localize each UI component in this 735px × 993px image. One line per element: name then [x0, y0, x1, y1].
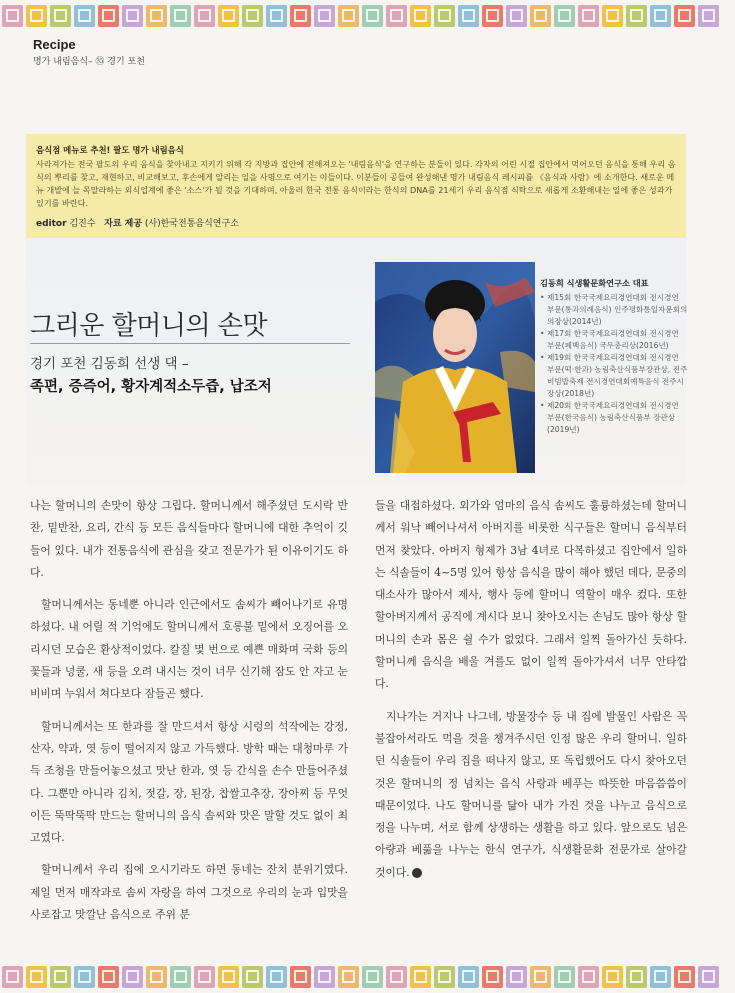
border-tile	[386, 966, 407, 988]
border-tile	[218, 966, 239, 988]
border-tile	[386, 5, 407, 27]
border-tile	[362, 5, 383, 27]
border-tile	[338, 5, 359, 27]
border-tile	[2, 5, 23, 27]
border-tile	[2, 966, 23, 988]
border-tile	[602, 966, 623, 988]
border-tile	[458, 966, 479, 988]
intro-text: 사라져가는 전국 팔도의 우리 음식을 찾아내고 지키기 위해 각 지방과 집안에 전해져오는 '내림음식'을 연구하는 분들이 있다. 각자의 어린 시절 집안에서 먹어오던 음식을 통해 우리 음식의 뿌리를 찾고, 재현하고, 비교해보고, 후손에게 알리는 일을 사명으로 여기는 이들이다. 이분들이 공들여 완성해낸 명가 내림음식 레시피를 《음식과 사람》에 소개한다. 새로운 메뉴 개발에 늘 목말라하는 외식업계에 좋은 '소스'가 될 것을 기대하며, 아울러 한국 전통 음식이라는 한식의 DNA를 21세기 우리 음식점 식탁으로 새롭게 소환해내는 일에 좋은 성과가 있기를 바란다.	[36, 159, 676, 208]
article-title: 그리운 할머니의 손맛	[30, 311, 268, 341]
intro-heading: 음식점 메뉴로 추천! 팔도 명가 내림음식	[36, 145, 184, 155]
border-tile	[602, 5, 623, 27]
profile-item: • 제20회 한국국제요리경연대회 전시경연 부문(한국음식) 농림축산식품부 장관상(2019년)	[540, 401, 679, 434]
border-tile	[290, 5, 311, 27]
body-paragraph: 나는 할머니의 손맛이 항상 그립다. 할머니께서 해주셨던 도시락 반찬, 밑반찬, 요리, 간식 등 모든 음식들마다 할머니에 대한 추억이 깃들어 있다. 내가 전통음식에 관심을 갖고 전문가가 된 이유이기도 하다.	[30, 499, 348, 579]
border-tile	[698, 5, 719, 27]
profile-item: • 제17회 한국국제요리경연대회 전시경연 부문(폐백음식) 국무총리상(2016년)	[540, 329, 679, 350]
portrait-photo	[375, 262, 535, 473]
border-tile	[338, 966, 359, 988]
decorative-border-bottom	[0, 961, 735, 993]
border-tile	[314, 5, 335, 27]
border-tile	[26, 966, 47, 988]
border-tile	[218, 5, 239, 27]
title-divider	[30, 343, 350, 344]
border-tile	[410, 5, 431, 27]
border-tile	[314, 966, 335, 988]
border-tile	[530, 966, 551, 988]
border-tile	[362, 966, 383, 988]
border-tile	[578, 5, 599, 27]
border-tile	[650, 5, 671, 27]
border-tile	[26, 5, 47, 27]
border-tile	[434, 5, 455, 27]
source-label: 자료 제공	[104, 219, 143, 229]
border-tile	[482, 966, 503, 988]
border-tile	[194, 966, 215, 988]
article-subtitle: 경기 포천 김동희 선생 댁 –	[30, 356, 189, 372]
portrait-illustration	[375, 262, 535, 473]
editor-name: 김진수	[69, 219, 96, 229]
border-tile	[74, 966, 95, 988]
border-tile	[650, 966, 671, 988]
border-tile	[578, 966, 599, 988]
intro-credits	[36, 216, 239, 229]
article-dishes: 족편, 증즉어, 황자계적소두즙, 납조저	[30, 379, 272, 395]
border-tile	[506, 5, 527, 27]
profile-name: 김동희 식생활문화연구소 대표	[540, 278, 649, 288]
editor-label: editor	[36, 219, 67, 229]
border-tile	[266, 5, 287, 27]
profile-item: • 제19회 한국국제요리경연대회 전시경연 부문(떡·한과) 농림축산식품부장관상, 전주비빔밥축제 전시경연대회예특음식 전주시장상(2018년)	[540, 353, 688, 398]
body-paragraph: 할머니께서는 또 한과를 잘 만드셔서 항상 시렁의 석작에는 강정, 산자, 약과, 엿 등이 떨어지지 않고 가득했다. 방학 때는 대청마루 가득 조청을 만들어놓으셨고 맛난 한과, 엿 등 간식을 손수 만들어주셨다. 그뿐만 아니라 김치, 젓갈, 장, 된장, 찹쌀고추장, 장아찌 등 무엇이든 뚝딱뚝딱 만드는 할머니의 음식 솜씨와 맛은 말할 것도 없이 최고였다.	[30, 719, 348, 845]
border-tile	[146, 5, 167, 27]
border-tile	[146, 966, 167, 988]
border-tile	[674, 966, 695, 988]
border-tile	[674, 5, 695, 27]
border-tile	[74, 5, 95, 27]
border-tile	[242, 966, 263, 988]
body-column-left	[30, 495, 348, 936]
border-tile	[170, 5, 191, 27]
border-tile	[530, 5, 551, 27]
body-column-right	[375, 495, 687, 894]
end-mark-icon: f	[412, 868, 422, 878]
border-tile	[50, 5, 71, 27]
border-tile	[554, 5, 575, 27]
border-tile	[506, 966, 527, 988]
border-tile	[98, 5, 119, 27]
border-tile	[122, 966, 143, 988]
body-paragraph-final: 지나가는 거지나 나그네, 방물장수 등 내 집에 발물인 사람은 꼭 불잡아서라도 먹을 것을 챙겨주시던 인정 많은 우리 할머니. 일하던 식솔들이 우리 집을 떠나지 않고, 또 독립했어도 다시 찾아오던 것은 할머니의 정 넘치는 음식 사랑과 베푸는 따뜻한 마음씀씀이 때문이었다. 나도 할머니를 닮아 내가 가진 것을 나누고 음식으로 정을 나누며, 서로 함께 상생하는 생활을 하고 있다. 앞으로도 넘은 아량과 베풂을 나누는 한식 연구가, 식생활문화 전문가로 살아갈 것이다. f	[375, 709, 687, 879]
border-tile	[554, 966, 575, 988]
profile-item: • 제15회 한국국제요리경연대회 전시경연 부문(통과의례음식) 인주평화통일자문회의 의장상(2014년)	[540, 293, 688, 326]
border-tile	[50, 966, 71, 988]
border-tile	[482, 5, 503, 27]
body-paragraph: 들을 대접하셨다. 외가와 엄마의 음식 솜씨도 훌륭하셨는데 할머니께서 워낙 빼어나셔서 아버지를 비롯한 식구들은 할머니 음식부터 먼저 찾았다. 아버지 형제가 3남 4녀로 다복하셨고 집안에서 일하는 식솔들이 4~5명 있어 항상 음식을 많이 해야 했던 데다, 문중의 대소사가 많아서 제사, 행사 등에 할머니 역할이 매우 컸다. 또한 할아버지께서 공직에 계시다 보니 찾아오시는 손님도 많아 항상 할머니의 손과 몸은 쉴 수가 없었다. 그래서 일찍 돌아가신 듯하다. 할머니께 음식을 배울 겨를도 없이 일찍 돌아가셔서 너무 안타깝다.	[375, 499, 687, 691]
border-tile	[170, 966, 191, 988]
border-tile	[410, 966, 431, 988]
border-tile	[434, 966, 455, 988]
body-paragraph: 할머니께서 우리 집에 오시기라도 하면 동네는 잔치 분위기였다. 제일 먼저 매작과로 솜씨 자랑을 하여 그것으로 우리의 눈과 입맛을 사로잡고 맛깔난 음식으로 주위 분	[30, 863, 348, 922]
border-tile	[242, 5, 263, 27]
section-sublabel: 명가 내림음식– ㉟ 경기 포천	[33, 57, 145, 67]
intro-box	[26, 134, 686, 238]
border-tile	[698, 966, 719, 988]
source-name: (사)한국전통음식연구소	[144, 219, 239, 229]
decorative-border-top	[0, 0, 735, 32]
body-paragraph: 할머니께서는 동네뿐 아니라 인근에서도 솜씨가 빼어나기로 유명하셨다. 내 어릴 적 기억에도 할머니께서 호롱불 밑에서 오징어를 오리시던 모습은 환상적이었다. 칼질 몇 번으로 예쁜 매화며 국화 등의 꽃들과 넝쿨, 새 등을 오려 내시는 것이 너무 신기해 잠도 안 자고 눈 비비며 누워서 쳐다보다 잠들곤 했다.	[30, 598, 348, 701]
border-tile	[266, 966, 287, 988]
border-tile	[194, 5, 215, 27]
border-tile	[98, 966, 119, 988]
border-tile	[290, 966, 311, 988]
border-tile	[458, 5, 479, 27]
border-tile	[122, 5, 143, 27]
border-tile	[626, 966, 647, 988]
profile-box	[540, 278, 688, 436]
border-tile	[626, 5, 647, 27]
section-label: Recipe	[33, 37, 76, 52]
